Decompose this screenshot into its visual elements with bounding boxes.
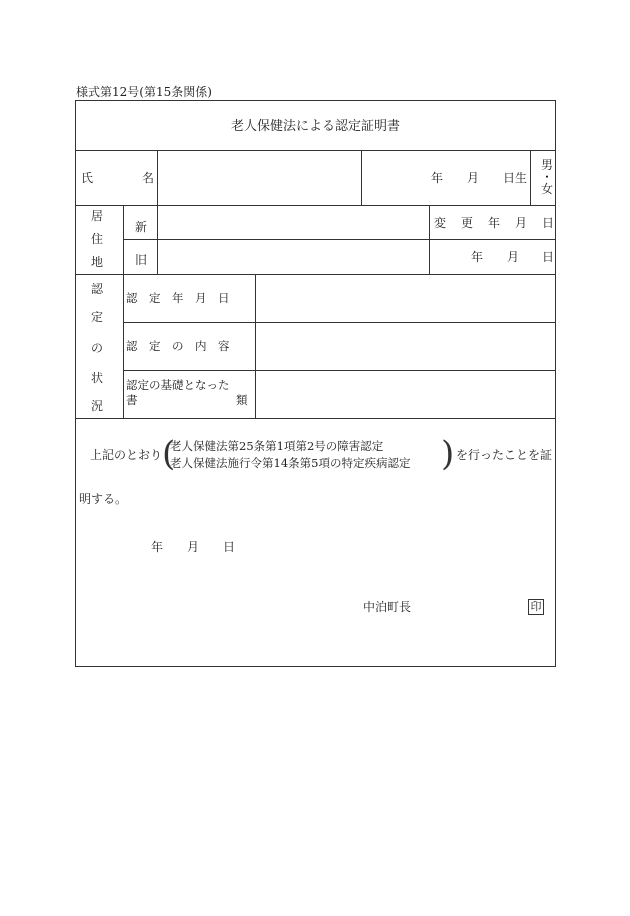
basis-documents-label: 類 [236, 393, 248, 407]
status-label-char: 定 [91, 310, 104, 324]
divider [530, 150, 531, 205]
birth-day-label: 日生 [503, 171, 528, 185]
old-date-label: 月 [507, 250, 520, 264]
certification-suffix: を行ったことを証 [456, 448, 553, 462]
divider [361, 150, 362, 205]
divider [76, 205, 555, 206]
change-date-label: 月 [515, 216, 528, 230]
issuer-name: 中泊町長 [363, 600, 412, 614]
certification-date-label: 認 定 年 月 日 [126, 291, 230, 305]
certificate-title: 老人保健法による認定証明書 [230, 119, 400, 134]
status-label-char: の [91, 341, 104, 355]
divider [157, 150, 158, 205]
sex-male-label: 男 [541, 158, 554, 172]
certification-prefix: 上記のとおり [90, 448, 163, 462]
old-date-label: 年 [471, 250, 484, 264]
change-date-label: 日 [542, 216, 555, 230]
residence-label-char: 住 [91, 232, 104, 246]
change-date-label: 年 [488, 216, 501, 230]
change-date-label: 更 [461, 216, 474, 230]
old-date-label: 日 [542, 250, 555, 264]
divider [157, 205, 158, 274]
new-address-label: 新 [135, 220, 148, 234]
certification-option-disability: 老人保健法第25条第1項第2号の障害認定 [170, 439, 384, 453]
issue-day-label: 日 [223, 540, 236, 554]
issue-year-label: 年 [151, 540, 164, 554]
divider [76, 274, 555, 275]
divider [123, 370, 555, 371]
divider [123, 322, 555, 323]
residence-label-char: 居 [91, 209, 104, 223]
right-bracket: ) [441, 434, 455, 474]
certification-option-disease: 老人保健法施行令第14条第5項の特定疾病認定 [170, 456, 411, 470]
name-label-char: 名 [142, 171, 155, 185]
divider [76, 150, 555, 151]
divider [255, 274, 256, 418]
sex-female-label: 女 [541, 182, 554, 196]
certification-content-label: 認 定 の 内 容 [126, 339, 230, 353]
divider [123, 205, 124, 418]
old-address-label: 旧 [135, 253, 148, 267]
issue-month-label: 月 [187, 540, 200, 554]
form-number-label: 様式第12号(第15条関係) [76, 85, 212, 99]
basis-documents-label: 認定の基礎となった [126, 378, 230, 392]
divider [429, 205, 430, 274]
residence-label-char: 地 [91, 255, 104, 269]
status-label-char: 認 [91, 282, 104, 296]
divider [76, 418, 555, 419]
seal-mark: 印 [528, 599, 544, 615]
change-date-label: 変 [434, 216, 447, 230]
left-bracket: ( [162, 434, 176, 474]
sex-separator: ・ [541, 170, 554, 184]
certificate-form [75, 100, 556, 667]
basis-documents-label: 書 [126, 393, 138, 407]
status-label-char: 状 [91, 371, 104, 385]
birth-year-label: 年 [431, 171, 444, 185]
certification-continuation: 明する。 [79, 492, 128, 506]
status-label-char: 況 [91, 399, 104, 413]
birth-month-label: 月 [467, 171, 480, 185]
divider [123, 239, 555, 240]
name-label-char: 氏 [81, 171, 94, 185]
